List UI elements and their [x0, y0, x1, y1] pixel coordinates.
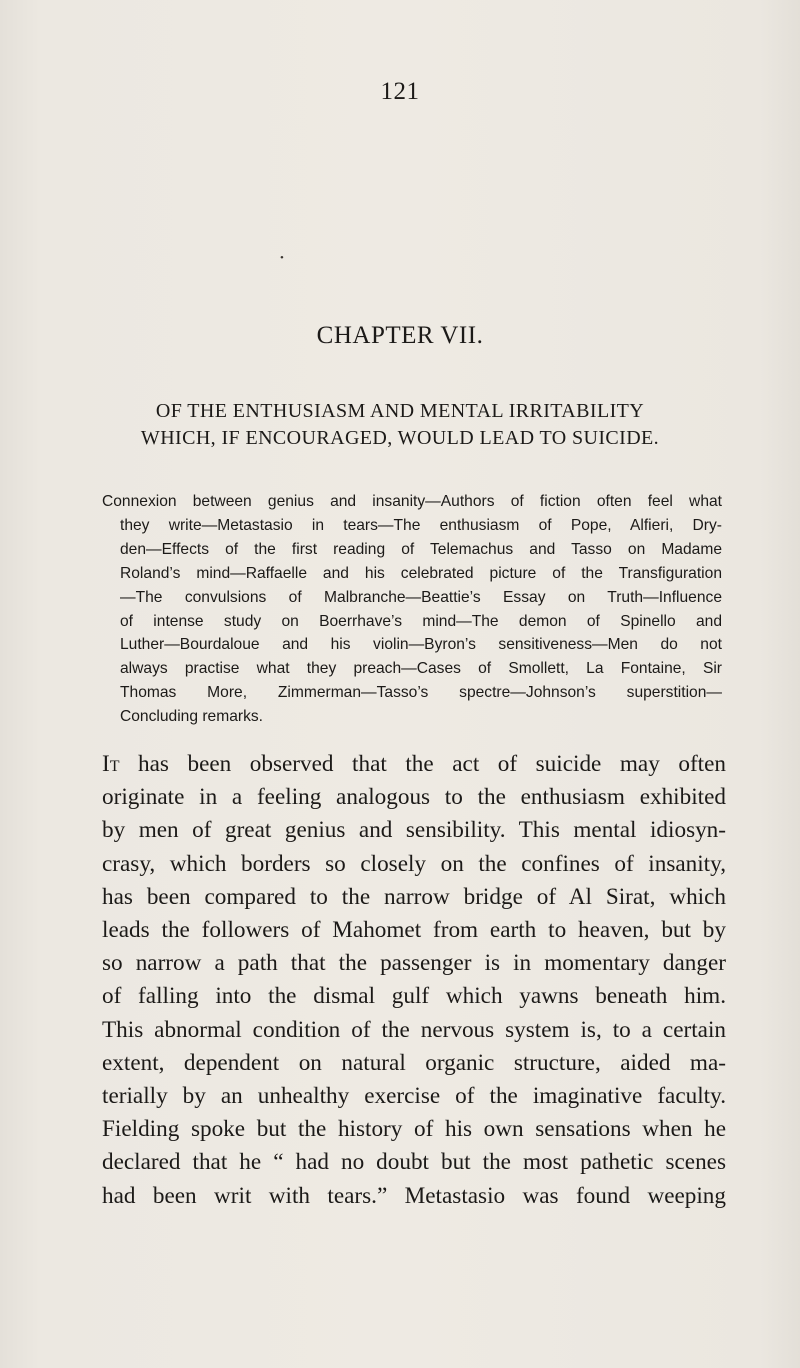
body-line: so narrow a path that the passenger is in momentary danger: [102, 950, 726, 977]
body-line-text: has been observed that the act of suicide may often: [119, 751, 726, 777]
body-line: terially by an unhealthy exercise of the imaginative faculty.: [102, 1083, 726, 1110]
synopsis-line: of intense study on Boerrhave’s mind—The demon of Spinello and: [120, 612, 722, 630]
synopsis-line: —The convulsions of Malbranche—Beattie’s Essay on Truth—Influence: [120, 588, 722, 606]
chapter-synopsis: [102, 490, 722, 729]
opening-word: It: [102, 751, 120, 777]
synopsis-line: always practise what they preach—Cases of Smollett, La Fontaine, Sir: [120, 660, 722, 678]
synopsis-line: they write—Metastasio in tears—The enthusiasm of Pope, Alfieri, Dry-: [120, 516, 722, 534]
body-line: originate in a feeling analogous to the enthusiasm exhibited: [102, 784, 726, 811]
body-line: crasy, which borders so closely on the confines of insanity,: [102, 850, 726, 877]
body-line: extent, dependent on natural organic structure, aided ma-: [102, 1049, 726, 1076]
body-line: by men of great genius and sensibility. This mental idiosyn-: [102, 817, 726, 844]
body-line: has been compared to the narrow bridge of Al Sirat, which: [102, 883, 726, 910]
synopsis-line: den—Effects of the first reading of Telemachus and Tasso on Madame: [120, 540, 722, 558]
body-line: declared that he “ had no doubt but the most pathetic scenes: [102, 1149, 726, 1176]
chapter-heading: CHAPTER VII.: [316, 322, 484, 349]
chapter-title: [40, 398, 760, 452]
synopsis-line: Connexion between genius and insanity—Authors of fiction often feel what: [102, 493, 722, 510]
body-line: leads the followers of Mahomet from earth to heaven, but by: [102, 917, 726, 944]
body-line: had been writ with tears.” Metastasio was found weeping: [102, 1182, 726, 1209]
body-first-line: [102, 748, 726, 781]
synopsis-line: Thomas More, Zimmerman—Tasso’s spectre—Johnson’s superstition—: [120, 684, 722, 702]
ink-speck: •: [280, 252, 284, 264]
synopsis-line: Concluding remarks.: [120, 708, 264, 726]
body-paragraph: [102, 748, 726, 1213]
body-line: of falling into the dismal gulf which yawns beneath him.: [102, 983, 726, 1010]
body-line: This abnormal condition of the nervous system is, to a certain: [102, 1016, 726, 1043]
chapter-title-line: WHICH, IF ENCOURAGED, WOULD LEAD TO SUICIDE.: [140, 427, 660, 449]
body-line: Fielding spoke but the history of his own sensations when he: [102, 1116, 726, 1143]
chapter-title-line: OF THE ENTHUSIASM AND MENTAL IRRITABILITY: [155, 400, 645, 422]
synopsis-line: Roland’s mind—Raffaelle and his celebrated picture of the Transfiguration: [120, 564, 722, 582]
page-number: 121: [380, 78, 420, 105]
synopsis-line: Luther—Bourdaloue and his violin—Byron’s sensitiveness—Men do not: [120, 636, 722, 654]
